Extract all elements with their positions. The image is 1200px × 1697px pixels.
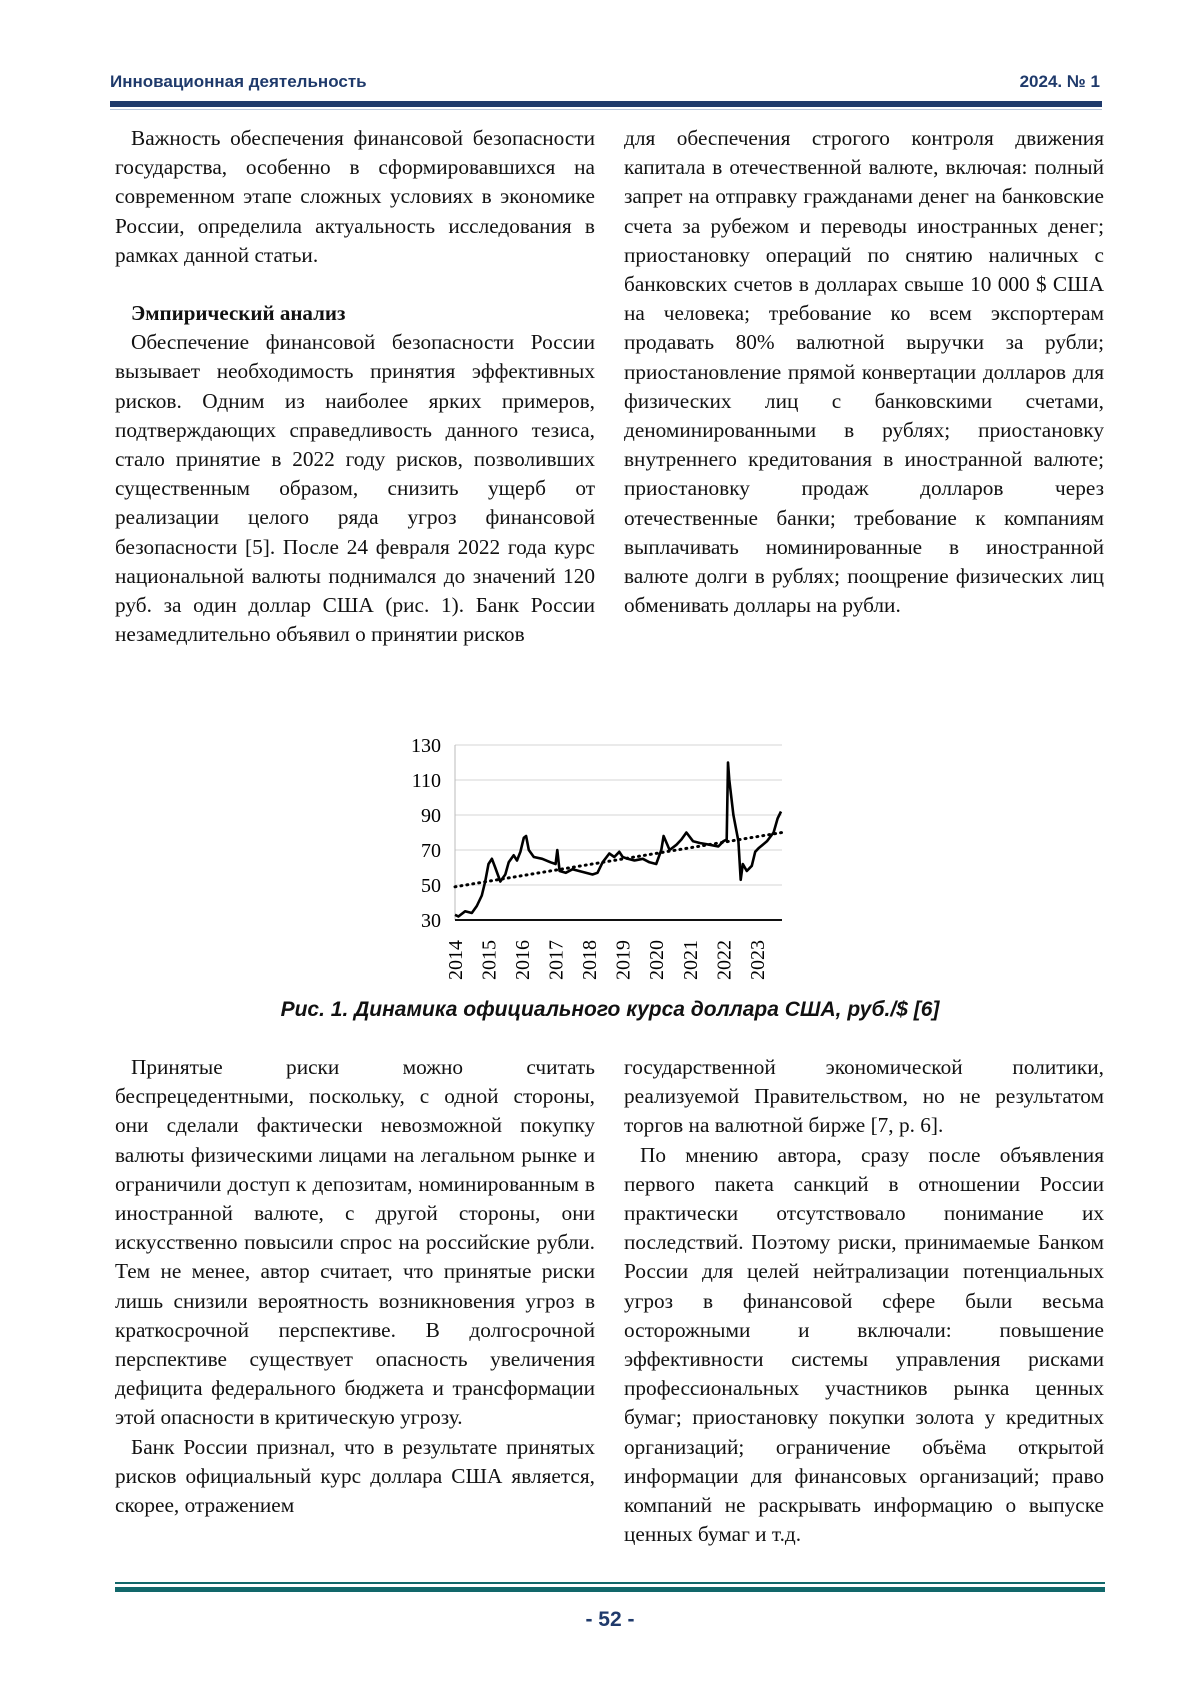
issue-number: 2024. № 1 bbox=[1019, 72, 1100, 91]
figure-caption: Рис. 1. Динамика официального курса доллара США, руб./$ [6] bbox=[280, 998, 940, 1021]
header-rule bbox=[110, 101, 1102, 107]
paragraph: Принятые риски можно считать беспрецедентными, поскольку, с одной стороны, они сделали фактически невозможной покупку валюты физическими лицами на легальном рынке и ограничили доступ к депозитам, номинированным в иностранной валюте, с другой стороны, они искусственно повысили спрос на российские рубли. Тем не менее, автор считает, что принятые риски лишь снизили вероятность возникновения угроз в краткосрочной перспективе. В долгосрочной перспективе существует опасность увеличения дефицита федерального бюджета и трансформации этой опасности в критическую угрозу. bbox=[115, 1055, 595, 1430]
y-tick-label: 110 bbox=[411, 770, 441, 792]
y-tick-label: 90 bbox=[421, 805, 441, 827]
x-tick-label: 2019 bbox=[612, 940, 635, 980]
footer-rule bbox=[115, 1587, 1105, 1592]
paragraph: государственной экономической политики, реализуемой Правительством, но не результатом торгов на валютной бирже [7, р. 6]. bbox=[624, 1055, 1104, 1138]
y-tick-label: 70 bbox=[421, 840, 441, 862]
journal-title: Инновационная деятельность bbox=[110, 72, 367, 91]
x-tick-label: 2023 bbox=[746, 940, 769, 980]
running-header bbox=[110, 72, 1100, 92]
y-tick-label: 30 bbox=[421, 910, 441, 932]
footer-rule-thin bbox=[115, 1582, 1105, 1584]
paragraph: По мнению автора, сразу после объявления первого пакета санкций в отношении России практически отсутствовало понимание их последствий. Поэтому риски, принимаемые Банком России для целей нейтрализации потенциальных угроз в финансовой сфере были весьма осторожными и включали: повышение эффективности системы управления рисками профессиональных участников рынка ценных бумаг; приостановку покупки золота у кредитных организаций; ограничение объёма открытой информации для финансовых организаций; право компаний не раскрывать информацию о выпуске ценных бумаг и т.д. bbox=[624, 1142, 1104, 1547]
paragraph: для обеспечения строгого контроля движения капитала в отечественной валюте, включая: полный запрет на отправку гражданами денег на банковские счета за рубежом и переводы иностранных денег; приостановку операций по снятию наличных с банковских счетов в долларах свыше 10 000 $ США на человека; требование ко всем экспортерам продавать 80% валютной выручки за рубли; приостановление прямой конвертации долларов для физических лиц с банковскими счетами, деноминированными в рублях; приостановку внутреннего кредитования в иностранной валюте; приостановку продаж долларов через отечественные банки; требование к компаниям выплачивать номинированные в иностранной валюте долги в рублях; поощрение физических лиц обменивать доллары на рубли. bbox=[624, 126, 1104, 618]
exchange-rate-chart bbox=[390, 725, 810, 995]
x-tick-label: 2021 bbox=[679, 940, 702, 980]
right-column-top bbox=[624, 124, 1104, 620]
x-tick-label: 2018 bbox=[579, 940, 602, 980]
y-tick-label: 130 bbox=[411, 735, 441, 757]
left-column-bottom bbox=[115, 1053, 595, 1520]
y-tick-label: 50 bbox=[421, 875, 441, 897]
x-tick-label: 2022 bbox=[713, 940, 736, 980]
section-heading: Эмпирический анализ bbox=[131, 301, 346, 326]
x-tick-label: 2016 bbox=[512, 940, 535, 980]
paragraph: Обеспечение финансовой безопасности России вызывает необходимость принятия эффективных рисков. Одним из наиболее ярких примеров, подтверждающих справедливость данного тезиса, стало принятие в 2022 году рисков, позволивших существенным образом, снизить ущерб от реализации целого ряда угроз финансовой безопасности [5]. После 24 февраля 2022 года курс национальной валюты поднимался до значений 120 руб. за один доллар США (рис. 1). Банк России незамедлительно объявил о принятии рисков bbox=[115, 330, 595, 647]
x-tick-label: 2015 bbox=[478, 940, 501, 980]
trend-line bbox=[455, 833, 782, 887]
x-tick-label: 2020 bbox=[646, 940, 669, 980]
x-tick-label: 2017 bbox=[545, 940, 568, 980]
page-number: - 52 - bbox=[585, 1608, 635, 1631]
paragraph: Банк России признал, что в результате принятых рисков официальный курс доллара США является, скорее, отражением bbox=[115, 1434, 595, 1518]
x-tick-label: 2014 bbox=[445, 940, 467, 980]
header-rule-thin bbox=[110, 109, 1102, 110]
left-column-top bbox=[115, 124, 595, 649]
paragraph: Важность обеспечения финансовой безопасности государства, особенно в сформировавшихся на современном этапе сложных условиях в экономике России, определила актуальность исследования в рамках данной статьи. bbox=[115, 126, 595, 267]
rate-line bbox=[455, 763, 781, 917]
right-column-bottom bbox=[624, 1053, 1104, 1549]
